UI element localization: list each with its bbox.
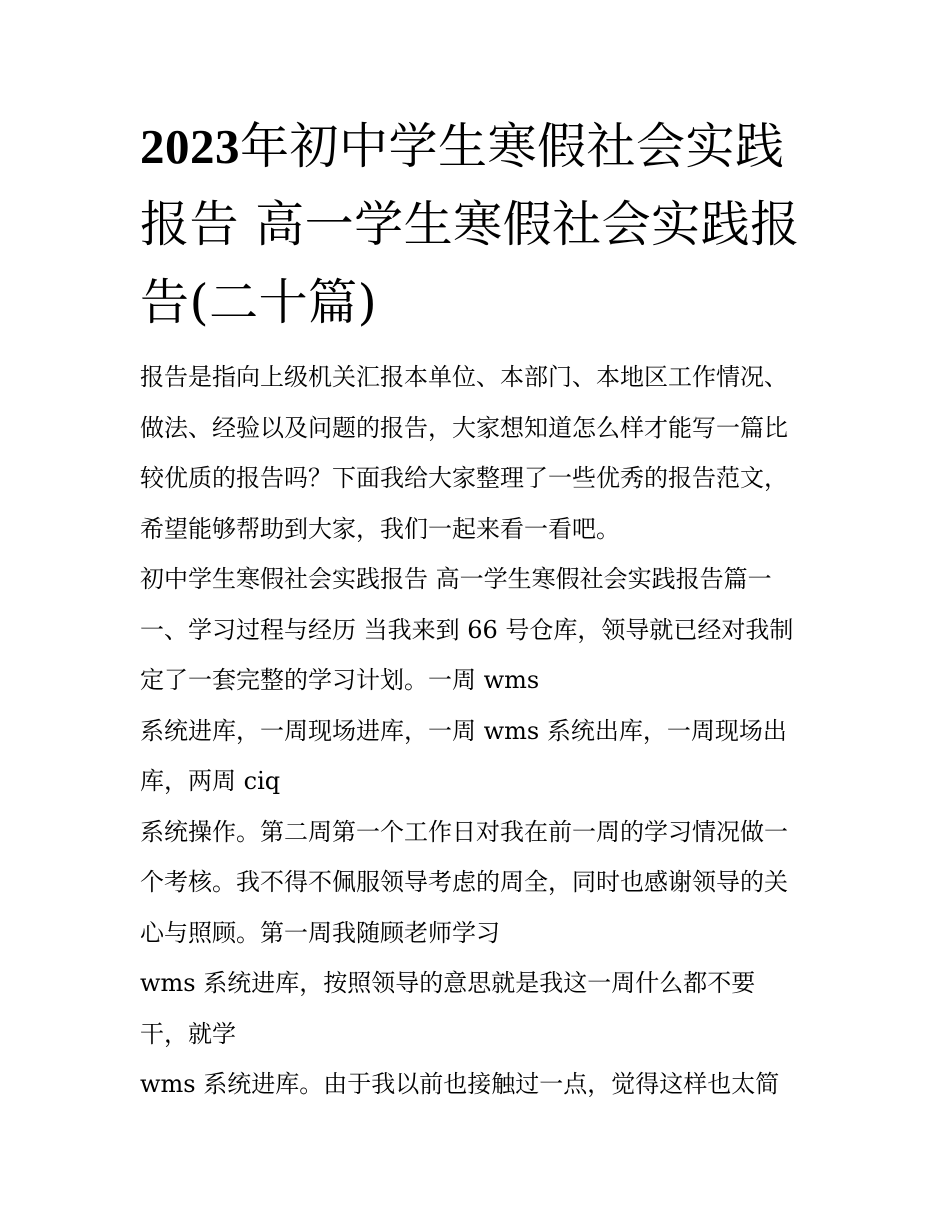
text-line: 定了一套完整的学习计划。一周 wms [140,666,540,694]
text-line: 库，两周 ciq [140,767,281,795]
text-line: 一、学习过程与经历 当我来到 66 号仓库，领导就已经对我制 [140,615,794,644]
title-year: 2023 [140,119,240,174]
text-line: 系统操作。第二周第一个工作日对我在前一周的学习情况做一 [140,817,788,846]
text-line: 做法、经验以及问题的报告，大家想知道怎么样才能写一篇比 [140,413,788,442]
body-text [140,352,830,1110]
title-text: 年初中学生寒假社会实践报告 高一学生寒假社会实践报告(二十篇) [140,118,800,331]
text-line: wms 系统进库，按照领导的意思就是我这一周什么都不要 [140,969,756,997]
text-line: 初中学生寒假社会实践报告 高一学生寒假社会实践报告篇一 [140,565,772,593]
text-line: 系统进库，一周现场进库，一周 wms 系统出库，一周现场出 [140,716,787,745]
text-line: 希望能够帮助到大家，我们一起来看一看吧。 [140,514,620,543]
text-line: 干，就学 [140,1019,236,1048]
text-line: 心与照顾。第一周我随顾老师学习 [140,918,500,947]
text-line: wms 系统进库。由于我以前也接触过一点，觉得这样也太简 [140,1070,780,1098]
document-content [140,108,830,1110]
text-line: 较优质的报告吗？下面我给大家整理了一些优秀的报告范文， [140,464,788,492]
text-line: 报告是指向上级机关汇报本单位、本部门、本地区工作情况、 [140,363,788,391]
document-title [140,108,810,342]
text-line: 个考核。我不得不佩服领导考虑的周全，同时也感谢领导的关 [140,868,788,896]
